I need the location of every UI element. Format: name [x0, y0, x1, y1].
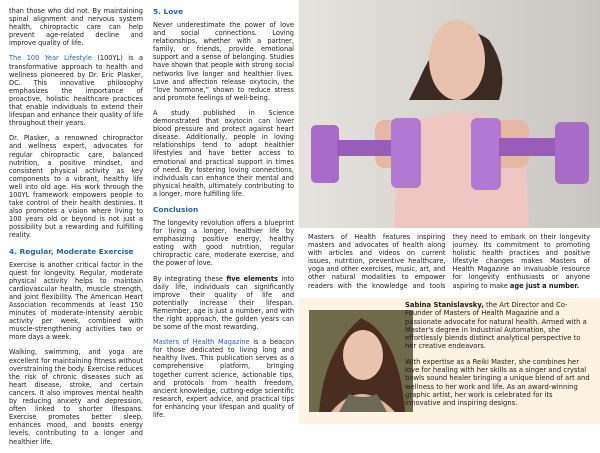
masters-of-health-link[interactable]: Masters of Health Magazine: [153, 338, 250, 347]
paragraph: Masters of Health features inspiring masters and advocates of health along with articles and videos on current issues, nutrition, preventive healthcare, yoga and other exercises, music, art, and other natural modalities to empower readers with the knowledge and tools they need to embark on their longevity journey. Its commitment to promoting holistic health practices and positive lifestyle changes makes Masters of Health Magazine an invaluable resource for longevity enthusiasts or anyone aspiring to make age just a number.: [308, 233, 590, 290]
author-name: Sabina Stanislavsky,: [405, 301, 484, 309]
paragraph: Walking, swimming, and yoga are excellent for maintaining fitness without overstraining the body. Exercise reduces the risk of chronic diseases such as heart disease, stroke, and certain cancers. It also improves mental health by reducing anxiety and depression, often linked to shorter lifespans. Exercise promotes better sleep, enhances mood, and boosts energy levels, contributing to a longer and healthier life.: [9, 348, 143, 446]
paragraph: The 100 Year Lifestyle (100YL) is a transformative approach to health and wellness pioneered by Dr. Eric Plasker, DC. This innovative philosophy emphasizes the importance of proactive, holistic healthcare practices that enable individuals to extend their lifespan and enhance their quality of life throughout their years.: [9, 54, 144, 128]
section-heading-exercise: 4. Regular, Moderate Exercise: [9, 246, 134, 256]
paragraph: By integrating these five elements into daily life, individuals can significantly improve their quality of life and potentially increase their lifespan. Remember, age is just a number, and with the right approach, the golden years can be some of the most rewarding.: [153, 274, 294, 332]
paragraph: A study published in Science demonstrated that oxytocin can lower blood pressure and protect against heart disease. Additionally, people in loving relationships tend to adopt healthier lifestyles and have better access to emotional and practical support in times of need. By fostering loving connections, individuals can enhance their mental and physical health, ultimately contributing to a longer, more fulfilling life.: [153, 108, 294, 198]
author-bio-box: [299, 298, 600, 424]
dumbbell-photo: [299, 0, 600, 228]
article-column-2: [153, 7, 294, 426]
article-column-1: [9, 7, 143, 453]
section-heading-love: 5. Love: [153, 7, 184, 16]
bio-text: [405, 301, 590, 415]
portrait-image: [309, 310, 413, 412]
author-portrait: [309, 310, 413, 412]
paragraph: The longevity revolution offers a blueprint for living a longer, healthier life by emphasizing positive energy, healthy eating with good nutrition, regular chiropractic care, moderate exercise, and the power of love.: [153, 218, 294, 268]
paragraph: Dr. Plasker, a renowned chiropractor and wellness expert, advocates for regular chiropractic care, balanced nutrition, a positive mindset, and consistent physical activity as key components to a vibrant, healthy life well into old age. His work through the 100YL framework empowers people to take control of their health destinies. It also promotes a vision where living to 100 years old or beyond is not just a possibility but a rewarding and fulfilling reality.: [9, 134, 143, 240]
paragraph: than those who did not. By maintaining spinal alignment and nervous system health, chiropractic care can help prevent age-related decline and improve quality of life.: [9, 7, 143, 48]
paragraph: Masters of Health Magazine is a beacon for those dedicated to living long and healthy lives. This publication serves as a comprehensive platform, bringing together current science, actionable tips, and protocols from health freedom, ancient knowledge, cutting-edge scientific research, expert advice, and practical tips for enhancing your lifespan and quality of life.: [153, 338, 295, 420]
magazine-description: [308, 233, 590, 290]
section-heading-conclusion: Conclusion: [153, 204, 199, 214]
paragraph: With expertise as a Reiki Master, she combines her love for healing with her skills as a singer and crystal bowls sound healer bringing a unique blend of art and wellness to her work and life. As an award-winning graphic artist, her work is celebrated for its innovative and inspiring designs.: [405, 357, 590, 408]
100-year-lifestyle-link[interactable]: The 100 Year Lifestyle: [9, 54, 92, 63]
paragraph: Never underestimate the power of love and social connections. Loving relationships, whether with a partner, family, or friends, provide emotional support and a sense of belonging. Studies have shown that people with strong social networks live longer and healthier lives. Love and affection release oxytocin, the “love hormone,” shown to reduce stress and promote feelings of well-being.: [153, 21, 294, 102]
paragraph: Exercise is another critical factor in the quest for longevity. Regular, moderate physical activity helps to maintain cardiovascular health, muscle strength, and joint flexibility. The American Heart Association recommends at least 150 minutes of moderate-intensity aerobic activity per week, combined with muscle-strengthening activities two or more days a week.: [9, 260, 143, 342]
woman-holding-dumbbells-image: [299, 0, 600, 228]
paragraph: Sabina Stanislavsky, the Art Director and Co-Founder of Masters of Health Magazine and a passionate advocate for natural health. Armed with a Master's degree in Industrial Automation, she effortlessly blends distinct analytical perspective to her creative endeavors.: [405, 301, 587, 351]
